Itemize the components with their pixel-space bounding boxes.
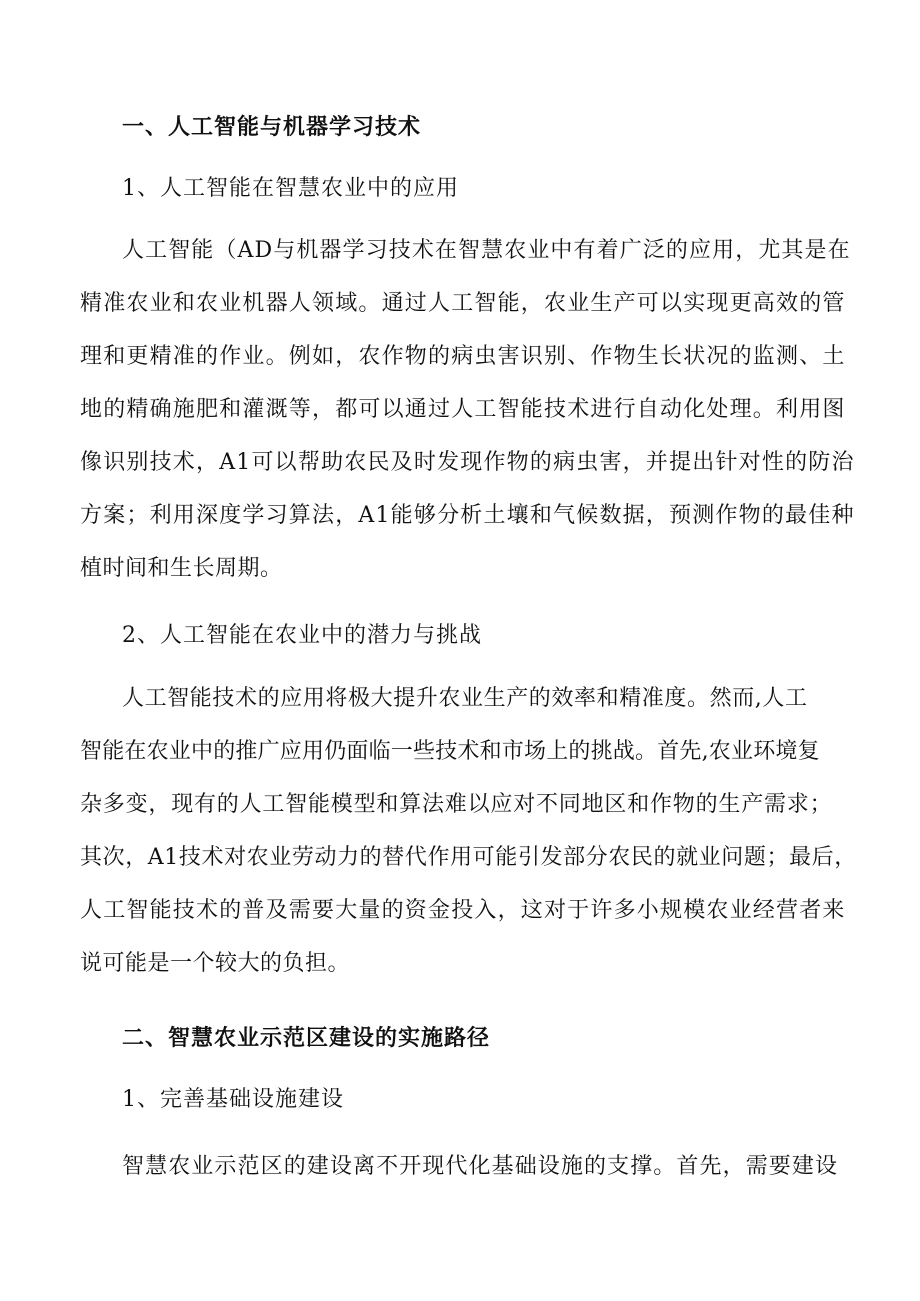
subsection-title-ai-application: 1、人工智能在智慧农业中的应用 [122, 176, 459, 201]
section-heading-demo-zone: 二、智慧农业示范区建设的实施路径 [122, 1026, 491, 1051]
paragraph-line: 智慧农业示范区的建设离不开现代化基础设施的支撑。首先，需要建设 [122, 1154, 839, 1179]
paragraph-line: 智能在农业中的推广应用仍面临一些技术和市场上的挑战。首先,农业环境复 [80, 739, 820, 764]
paragraph-line: 精准农业和农业机器人领域。通过人工智能，农业生产可以实现更高效的管 [80, 291, 846, 316]
paragraph-line: 理和更精准的作业。例如，农作物的病虫害识别、作物生长状况的监测、土 [80, 344, 846, 369]
paragraph-line: 人工智能技术的应用将极大提升农业生产的效率和精准度。然而,人工 [122, 686, 808, 711]
paragraph-line: 人工智能技术的普及需要大量的资金投入，这对于许多小规模农业经营者来 [80, 898, 846, 923]
subsection-title-infrastructure: 1、完善基础设施建设 [122, 1087, 344, 1112]
paragraph-line: 其次，A1技术对农业劳动力的替代作用可能引发部分农民的就业问题；最后， [80, 845, 857, 870]
section-heading-ai-ml: 一、人工智能与机器学习技术 [122, 115, 422, 140]
paragraph-line: 说可能是一个较大的负担。 [80, 951, 351, 976]
paragraph-line: 地的精确施肥和灌溉等，都可以通过人工智能技术进行自动化处理。利用图 [80, 397, 846, 422]
subsection-title-ai-potential: 2、人工智能在农业中的潜力与挑战 [122, 623, 482, 648]
paragraph-line: 植时间和生长周期。 [80, 556, 283, 581]
paragraph-line: 像识别技术，A1可以帮助农民及时发现作物的病虫害，并提出针对性的防治 [80, 450, 855, 475]
paragraph-line: 人工智能（AD与机器学习技术在智慧农业中有着广泛的应用，尤其是在 [122, 238, 851, 263]
paragraph-line: 方案；利用深度学习算法，A1能够分析土壤和气候数据，预测作物的最佳种 [80, 503, 855, 528]
paragraph-line: 杂多变，现有的人工智能模型和算法难以应对不同地区和作物的生产需求； [80, 792, 833, 817]
